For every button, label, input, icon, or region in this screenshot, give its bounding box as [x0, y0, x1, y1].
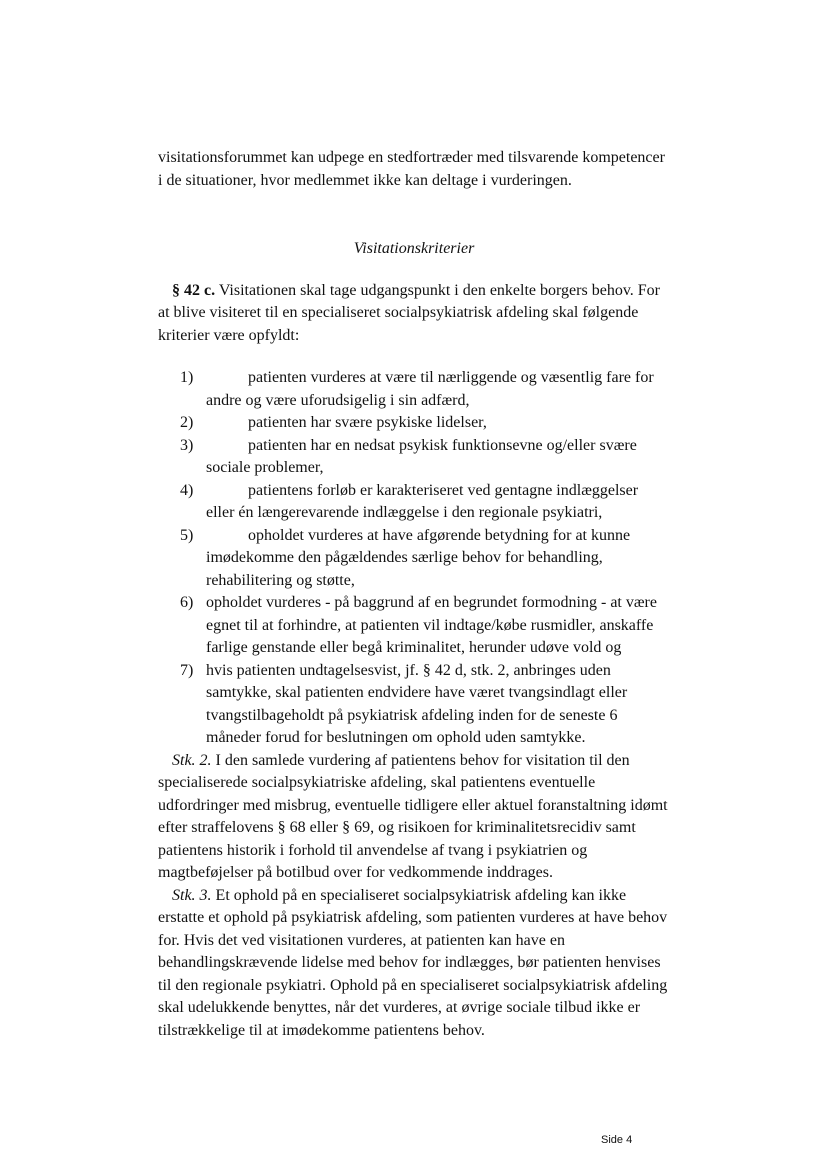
list-item-number: 7) [180, 661, 194, 679]
list-item [158, 480, 670, 525]
list-item-number: 5) [180, 526, 194, 544]
page-number: Side 4 [601, 1134, 633, 1146]
criteria-list [158, 367, 670, 750]
stk3-label: Stk. 3. [172, 886, 212, 904]
list-item [158, 412, 670, 435]
list-item-text: opholdet vurderes - på baggrund af en begrundet formodning - at være egnet til at forhindre, at patienten vil indtage/købe rusmidler, anskaffe farlige genstande eller begå kriminalitet, herunder udøve vold og [206, 594, 657, 656]
list-item-number: 1) [180, 369, 194, 386]
section-text: Visitationen skal tage udgangspunkt i den enkelte borgers behov. For at blive visiteret til en specialiseret socialpsykiatrisk afdeling skal følgende kriterier være opfyldt: [158, 281, 660, 344]
list-item-text: patientens forløb er karakteriseret ved gentagne indlæggelser eller én længerevarende indlæggelse i den regionale psykiatri, [206, 481, 639, 521]
list-item-number: 6) [180, 594, 194, 611]
list-item [158, 592, 670, 660]
list-item-text: patienten har en nedsat psykisk funktionsevne og/eller svære sociale problemer, [206, 436, 637, 476]
intro-paragraph: visitationsforummet kan udpege en stedfortræder med tilsvarende kompetencer i de situationer, hvor medlemmet ikke kan deltage i vurderingen. [158, 149, 665, 189]
list-item-text: patienten har svære psykiske lidelser, [248, 414, 487, 431]
section-heading: Visitationskriterier [353, 240, 475, 257]
list-item [158, 525, 670, 593]
list-item-number: 3) [180, 436, 194, 454]
section-paragraph [158, 280, 670, 348]
stk3-text: Et ophold på en specialiseret socialpsykiatrisk afdeling kan ikke erstatte et ophold på psykiatrisk afdeling, som patienten vurderes at have behov for. Hvis det ved visitationen vurderes, at patienten kan have en behandlingskrævende lidelse med behov for indlægges, bør patienten henvises til den regionale psykiatri. Ophold på en specialiseret socialpsykiatrisk afdeling skal udelukkende benyttes, når det vurderes, at øvrige sociale tilbud ikke er tilstrækkelige til at imødekomme patientens behov. [158, 886, 668, 1039]
stk2-text: I den samlede vurdering af patientens behov for visitation til den specialiserede socialpsykiatriske afdeling, skal patientens eventuelle udfordringer med misbrug, eventuelle tidligere eller aktuel foranstaltning idømt efter straffelovens § 68 eller § 69, og risikoen for kriminalitetsrecidiv samt patientens historik i forhold til anvendelse af tvang i psykiatrien og magtbeføjelser på botilbud over for vedkommende inddrages. [158, 751, 668, 881]
list-item [158, 660, 670, 750]
list-item-number: 2) [180, 414, 194, 431]
list-item-text: opholdet vurderes at have afgørende betydning for at kunne imødekomme den pågældendes særlige behov for behandling, rehabilitering og støtte, [206, 526, 631, 589]
document-page [158, 143, 670, 1042]
section-label: § 42 c. [172, 281, 216, 299]
list-item-number: 4) [180, 481, 194, 499]
list-item [158, 367, 670, 412]
list-item [158, 435, 670, 480]
stk2-label: Stk. 2. [172, 751, 212, 769]
stk2-paragraph [158, 750, 670, 885]
stk3-paragraph [158, 885, 670, 1043]
list-item-text: hvis patienten undtagelsesvist, jf. § 42 d, stk. 2, anbringes uden samtykke, skal patienten endvidere have været tvangsindlagt eller tvangstilbageholdt på psykiatrisk afdeling inden for de seneste 6 måneder forud for beslutningen om ophold uden samtykke. [206, 661, 628, 746]
list-item-text: patienten vurderes at være til nærliggende og væsentlig fare for andre og være uforudsigelig i sin adfærd, [206, 369, 654, 409]
